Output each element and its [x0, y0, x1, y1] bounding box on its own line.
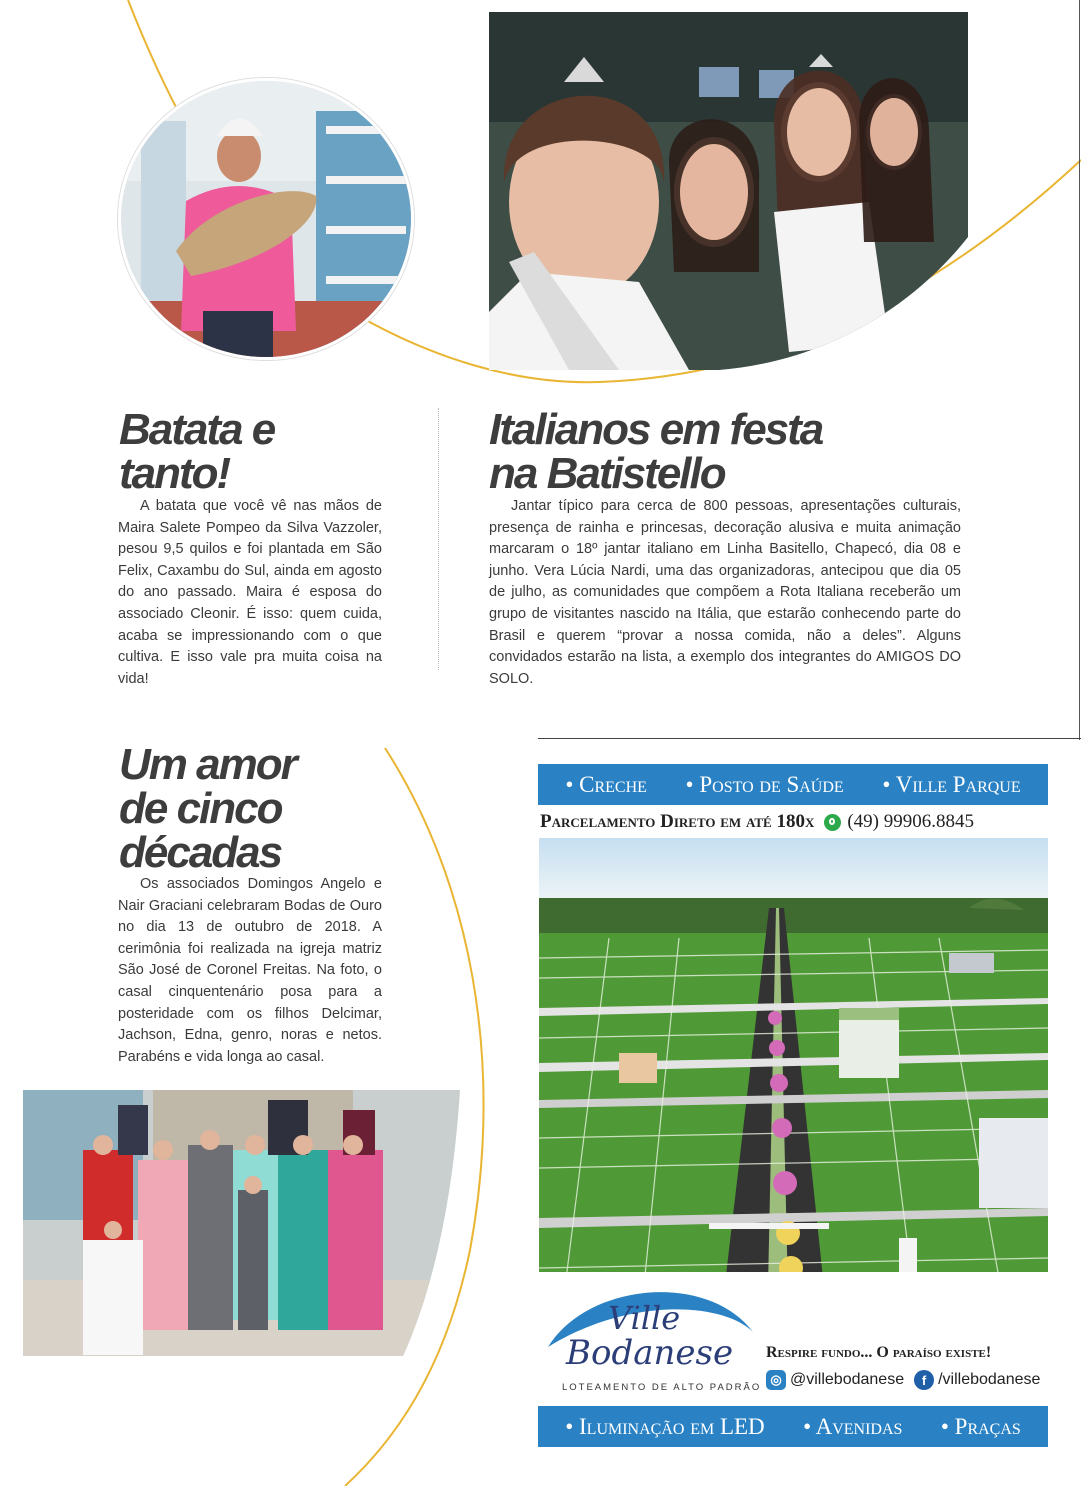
ad-feature-posto: • Posto de Saúde — [685, 771, 844, 797]
logo-bodanese: Bodanese — [566, 1333, 734, 1373]
article-title-line: Batata e — [119, 405, 275, 454]
ad-top-band — [538, 764, 1048, 805]
logo-tagline: LOTEAMENTO DE ALTO PADRÃO — [562, 1382, 762, 1393]
development-render — [539, 838, 1048, 1335]
ad-phone: (49) 99906.8845 — [847, 811, 975, 832]
article-body-batata: A batata que você vê nas mãos de Maira Salete Pompeo da Silva Vazzoler, pesou 9,5 quilos e foi plantada em São Felix, Caxambu do Sul, ainda em agosto do ano passado. Maira é esposa do associado Cleonir. É isso: quem cuida, acaba se impressionando com o que cultiva. E isso vale pra muita coisa na vida! — [118, 498, 382, 687]
article-title-line: tanto! — [119, 449, 230, 498]
ad-feature-led: • Iluminação em LED — [565, 1413, 765, 1439]
article-title-line: Um amor — [119, 740, 296, 789]
instagram-icon: ◎ — [766, 1370, 786, 1390]
ad-feature-parque: • Ville Parque — [882, 771, 1021, 797]
ad-social-row — [766, 1370, 1040, 1390]
potato-photo — [118, 78, 414, 360]
festival-photo — [489, 12, 968, 370]
ad-facebook[interactable]: /villebodanese — [938, 1371, 1041, 1388]
article-body-italianos: Jantar típico para cerca de 800 pessoas, apresentações culturais, presença de rainha e princesas, decoração alusiva e muita animação marcaram o 18º jantar italiano em Linha Basitello, Chapecó, dia 08 e junho. Vera Lúcia Nardi, uma das organizadoras, antecipou que dia 05 de julho, as comunidades que compõem a Rota Italiana receberão um grupo de visitantes nascido na Itália, que estarão conhecendo parte do Brasil e querem “provar a nossa comida, não a deles”. Alguns convidados estarão na lista, a exemplo dos integrantes do AMIGOS DO SOLO. — [489, 498, 961, 687]
ad-top-rule — [538, 738, 1081, 739]
article-body-amor: Os associados Domingos Angelo e Nair Graciani celebraram Bodas de Ouro no dia 13 de outubro de 2018. A cerimônia foi realizada na igreja matriz São José de Coronel Freitas. Na foto, o casal cinquentenário posa para a posteridade com os filhos Delcimar, Jachson, Edna, genro, noras e netos. Parabéns e vida longa ao casal. — [118, 876, 382, 1065]
ad-feature-creche: • Creche — [565, 771, 647, 797]
ad-parcelamento: Parcelamento Direto em até 180x — [540, 811, 815, 832]
article-title-italianos — [489, 405, 823, 498]
ad-instagram[interactable]: @villebodanese — [790, 1371, 905, 1388]
article-title-amor — [119, 740, 296, 877]
logo-ville: Ville — [608, 1299, 681, 1337]
ad-bottom-band — [538, 1406, 1048, 1447]
ad-slogan: Respire fundo... O paraíso existe! — [766, 1344, 992, 1361]
article-title-line: décadas — [119, 828, 282, 877]
ad-feature-pracas: • Praças — [940, 1413, 1021, 1439]
ad-parcelamento-row — [540, 810, 974, 834]
ad-feature-avenidas: • Avenidas — [803, 1413, 903, 1439]
article-title-line: de cinco — [119, 784, 282, 833]
article-title-line: Italianos em festa — [489, 405, 823, 454]
ad-logo-panel — [538, 1272, 1049, 1406]
whatsapp-icon — [824, 814, 841, 831]
page-edge-line — [1079, 0, 1080, 740]
facebook-icon: f — [914, 1370, 934, 1390]
article-title-line: na Batistello — [489, 449, 725, 498]
column-divider — [438, 408, 439, 670]
family-photo — [23, 1090, 460, 1356]
article-title-batata — [119, 405, 275, 498]
